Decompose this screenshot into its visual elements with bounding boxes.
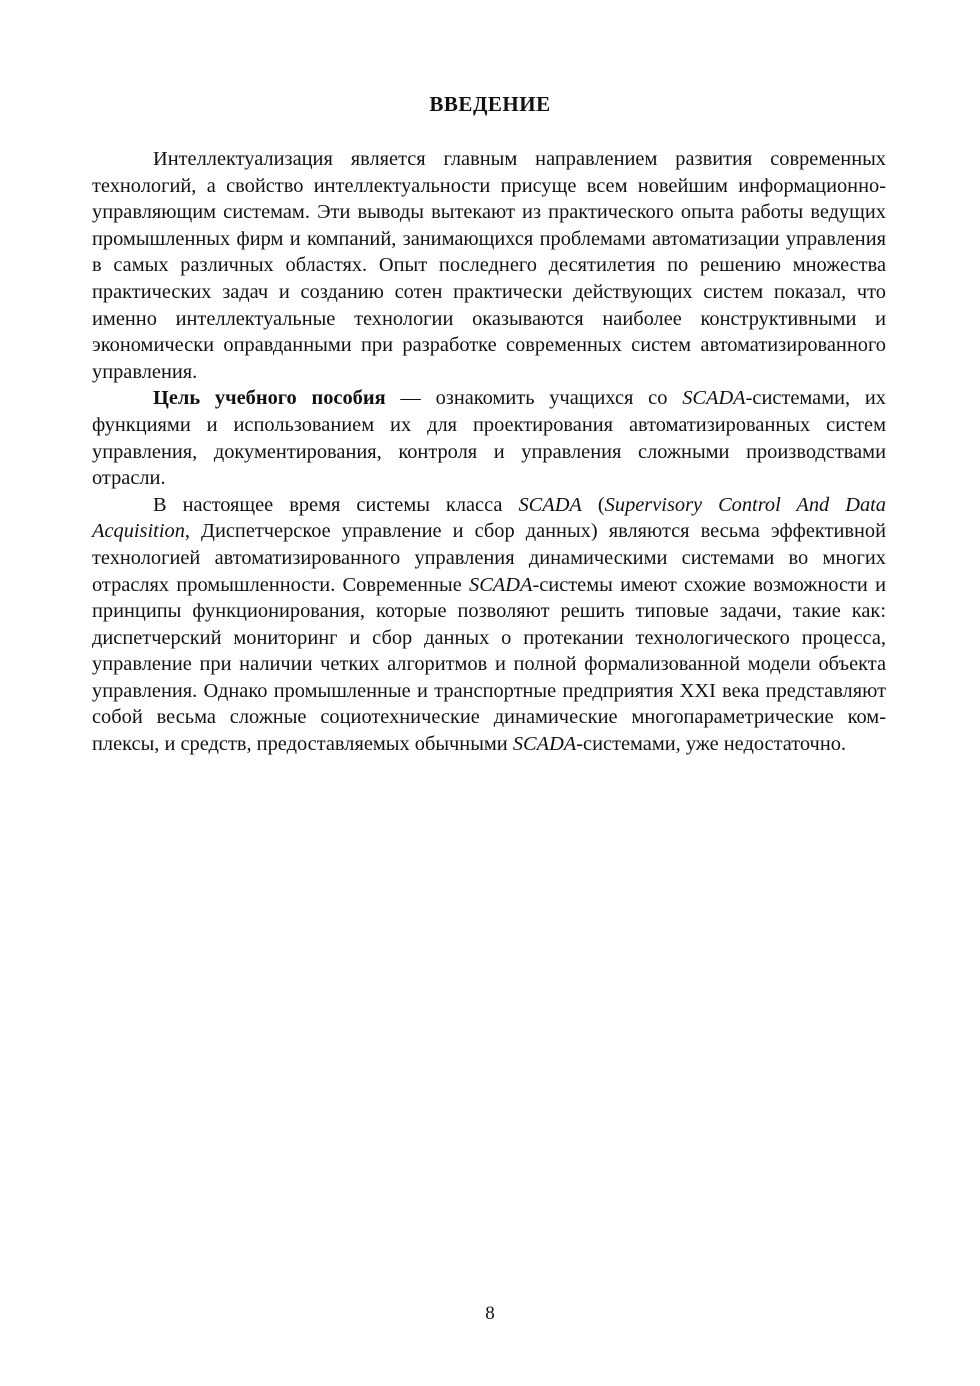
goal-text-part-1: — ознакомить учащихся со (385, 387, 683, 410)
scada-english-term: Supervisory Control And Data Acquisition (92, 493, 886, 543)
paragraph-scada-systems (92, 492, 886, 758)
scada-text-part-2: ( (581, 493, 605, 516)
goal-scada-term: SCADA (682, 387, 746, 410)
goal-text-part-2: -системами, их функциями и использованием их для проектирования автоматизированных систем управления, документирования, контроля и управления сложными производствами отрасли. (92, 387, 887, 490)
paragraph-goal (92, 385, 886, 491)
scada-term-2: SCADA (469, 573, 533, 596)
goal-lead-bold: Цель учебного пособия (153, 387, 386, 410)
scada-text-part-4: -системы имеют схожие возможности и принципы функционирования, которые позволяют решить типовые задачи, такие как: диспетчерский мониторинг и сбор данных о протекании технологического процесса, управление при наличии четких алгоритмов и полной формализованной модели объекта управления. Однако промышленные и транспортные предприятия XXI века представляют собой весьма сложные социотехнические динамические многопараметрические комплексы, и средств, предоставляемых обычными (92, 573, 887, 756)
scada-text-part-1: В настоящее время системы класса (153, 493, 519, 516)
page-title: ВВЕДЕНИЕ (429, 92, 551, 116)
scada-term-3: SCADA (512, 733, 577, 756)
paragraph-intellectualization: Интеллектуализация является главным направлением развития современных технологий, а свойство интеллектуальности присуще всем новейшим информационно-управляющим системам. Эти выводы вытекают из практического опыта работы ведущих промышленных фирм и компаний, занимающихся проблемами автоматизации управления в самых различных областях. Опыт последнего десятилетия по решению множества практических задач и созданию сотен практически действующих систем показал, что именно интеллектуальные технологии оказываются наиболее конструктивными и экономически оправданными при разработке современных систем автоматизированного управления. (92, 148, 886, 383)
scada-text-part-5: -системами, уже недостаточно. (576, 733, 847, 756)
page-number: 8 (485, 1303, 495, 1324)
scada-term-1: SCADA (518, 493, 582, 516)
scada-text-part-3: , Диспетчерское управление и сбор данных) являются весьма эффективной технологией автоматизированного управления динамическими системами во многих отраслях промышленности. Современные (92, 520, 886, 596)
body-text (92, 146, 886, 758)
